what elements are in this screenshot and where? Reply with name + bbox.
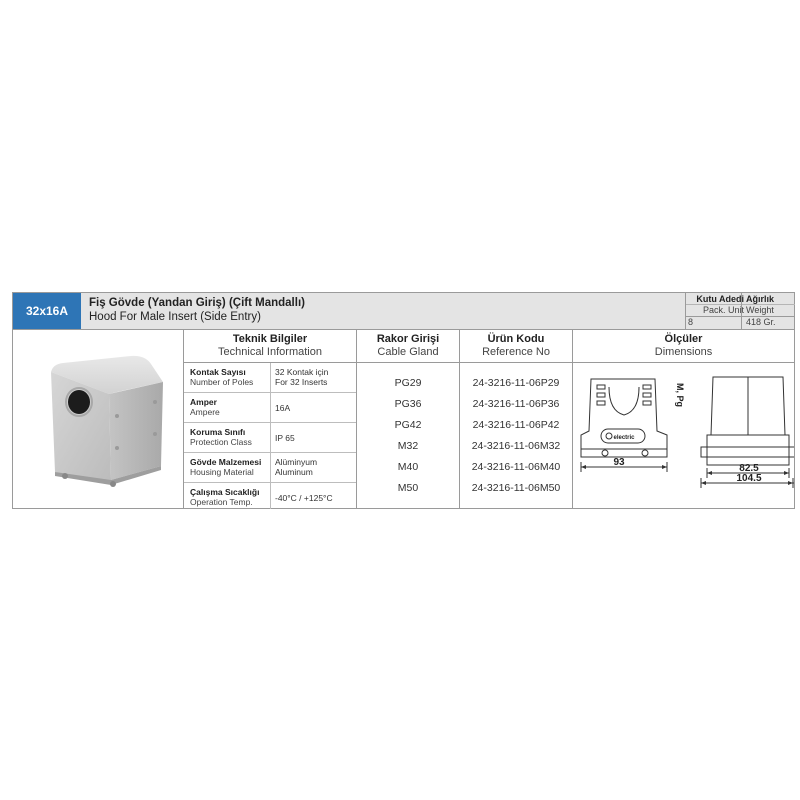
reference-code: 24-3216-11-06M32 [471, 440, 561, 452]
reference-code: 24-3216-11-06P36 [472, 398, 560, 410]
tech-value-en: Aluminum [275, 467, 313, 477]
side-outer-label: 104.5 [736, 473, 762, 484]
cable-gland-header [357, 330, 459, 363]
dimensions-drawing [573, 363, 794, 509]
dimension-diagram [573, 363, 794, 509]
tech-row-ampere [184, 393, 356, 423]
gland-header-tr: Rakor Girişi [376, 333, 440, 345]
gland-item: M40 [397, 461, 419, 473]
dimensions-header [573, 330, 794, 363]
gland-item: PG42 [394, 419, 422, 431]
front-width-label: 93 [613, 457, 625, 468]
hood-photo-image [13, 330, 183, 509]
gland-header-en: Cable Gland [377, 346, 439, 358]
ref-header-tr: Ürün Kodu [487, 333, 545, 345]
tech-row-material [184, 453, 356, 483]
tech-info-header [184, 330, 356, 363]
gland-item: M50 [397, 482, 419, 494]
tech-row-protection [184, 423, 356, 453]
tech-value: IP 65 [275, 433, 295, 443]
tech-label-tr: Kontak Sayısı [190, 367, 246, 377]
tech-label-en: Housing Material [190, 467, 254, 477]
tech-label-en: Operation Temp. [190, 497, 253, 507]
pack-label-en: Pack. Unit [702, 305, 744, 315]
reference-header [460, 330, 572, 363]
product-title-en: Hood For Male Insert (Side Entry) [89, 311, 261, 323]
tech-label-tr: Amper [190, 397, 217, 407]
tech-value-en: For 32 Inserts [275, 377, 328, 387]
tech-label-tr: Gövde Malzemesi [190, 457, 262, 467]
tech-value-tr: 32 Kontak için [275, 367, 329, 377]
gland-item: PG36 [394, 398, 422, 410]
product-code-badge: 32x16A [13, 293, 81, 329]
logo-text: electric [613, 435, 635, 441]
weight-label-tr: Ağırlık [746, 294, 775, 304]
pack-unit-cell [685, 293, 748, 329]
weight-cell [741, 293, 795, 329]
tech-label-en: Ampere [190, 407, 220, 417]
tech-value: 16A [275, 403, 291, 413]
product-card [12, 292, 795, 509]
tech-header-tr: Teknik Bilgiler [232, 333, 308, 345]
product-title-tr: Fiş Gövde (Yandan Giriş) (Çift Mandallı) [89, 297, 305, 309]
gland-item: M32 [397, 440, 419, 452]
dims-header-en: Dimensions [654, 346, 713, 358]
tech-label-tr: Koruma Sınıfı [190, 427, 246, 437]
weight-label-en: Weight [746, 305, 774, 315]
reference-code: 24-3216-11-06P29 [472, 377, 560, 389]
ref-header-en: Reference No [482, 346, 550, 358]
dims-header-tr: Ölçüler [664, 333, 703, 345]
product-photo [13, 330, 184, 509]
pack-label-tr: Kutu Adedi [696, 294, 744, 304]
reference-code: 24-3216-11-06M50 [471, 482, 561, 494]
tech-row-temperature [184, 483, 356, 509]
tech-header-en: Technical Information [218, 346, 322, 358]
tech-label-en: Number of Poles [190, 377, 254, 387]
product-header [13, 293, 794, 330]
tech-row-poles [184, 363, 356, 393]
tech-label-tr: Çalışma Sıcaklığı [190, 487, 260, 497]
weight-value: 418 Gr. [746, 317, 776, 327]
tech-value: -40°C / +125°C [275, 493, 333, 503]
reference-code: 24-3216-11-06M40 [471, 461, 561, 473]
pack-value: 8 [688, 317, 694, 327]
tech-label-en: Protection Class [190, 437, 252, 447]
thread-label: M, Pg [675, 383, 685, 407]
gland-item: PG29 [394, 377, 422, 389]
tech-value-tr: Alüminyum [275, 457, 318, 467]
side-inner-label: 82.5 [739, 463, 759, 474]
reference-code: 24-3216-11-06P42 [472, 419, 560, 431]
